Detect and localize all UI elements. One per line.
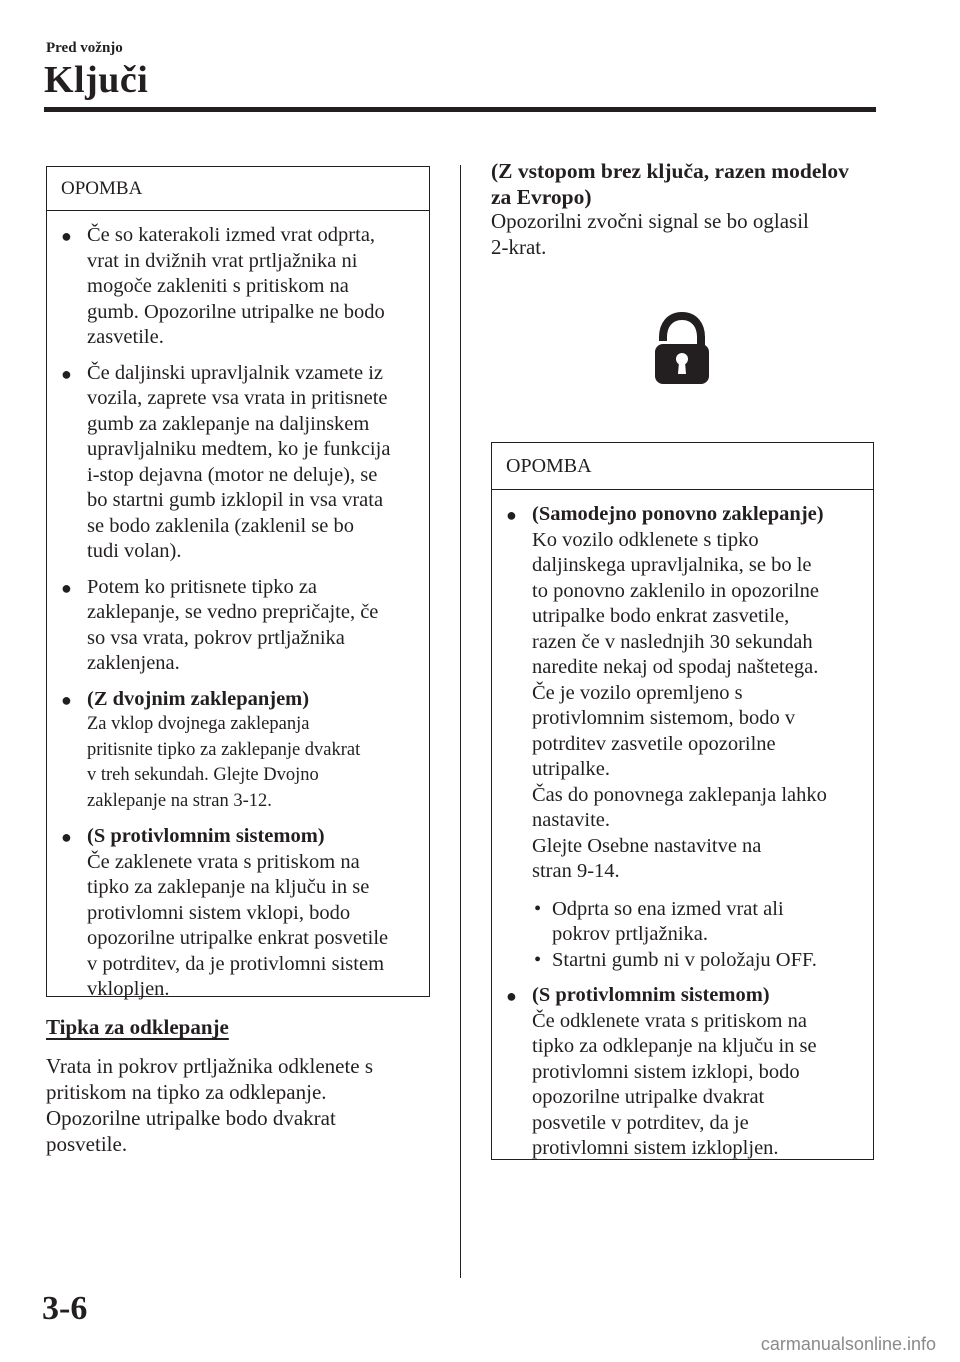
left-note-heading: OPOMBA <box>47 167 429 211</box>
note-item-text: Če so katerakoli izmed vrat odprta, vrat in dvižnih vrat prtljažnika ni mogoče zakleniti s pritiskom na gumb. Opozorilne utripalke ne bodo zasvetile. <box>87 224 385 348</box>
sub-item-text: Odprta so ena izmed vrat ali pokrov prtljažnika. <box>552 897 784 945</box>
right-note-box <box>491 442 874 1160</box>
bullet-icon: ● <box>61 226 72 246</box>
right-note-body <box>492 490 873 1178</box>
note-item <box>61 687 419 815</box>
watermark: carmanualsonline.info <box>760 1334 936 1354</box>
section-label: Pred vožnjo <box>46 40 123 56</box>
bullet-icon: ● <box>61 363 72 384</box>
note-item <box>61 223 419 351</box>
sub-item-text: Startni gumb ni v položaju OFF. <box>552 948 817 971</box>
note-item <box>506 502 863 973</box>
note-item <box>61 575 419 677</box>
sub-list-item <box>532 948 863 974</box>
note-item <box>61 824 419 1003</box>
note-item-text: Če odklenete vrata s pritiskom na tipko za odklepanje na ključu in se protivlomni sistem izklopi, bodo opozorilne utripalke dvakrat posvetile v potrditev, da je protivlomni sistem izklopljen. <box>532 1009 817 1159</box>
unlock-paragraph: Vrata in pokrov prtljažnika odklenete s pritiskom na tipko za odklepanje. Opozorilne utripalke bodo dvakrat posvetile. <box>46 1054 374 1156</box>
title-rule <box>44 107 876 112</box>
page-title: Ključi <box>44 59 149 101</box>
note-item-text: Če daljinski upravljalnik vzamete iz vozila, zaprete vsa vrata in pritisnete gumb za zaklepanje na daljinskem upravljalniku medtem, ko je funkcija i-stop dejavna (motor ne deluje), se bo startni gumb izklopil in vsa vrata se bodo zaklenila (zaklenil se bo tudi volan). <box>87 361 391 562</box>
note-item-heading: (Z dvojnim zaklepanjem) <box>87 687 310 710</box>
note-item-heading: (S protivlomnim sistemom) <box>87 825 325 847</box>
note-item <box>61 361 419 565</box>
page-number: 3-6 <box>42 1290 88 1327</box>
left-note-body <box>47 211 429 1019</box>
left-note-box <box>46 166 430 1000</box>
note-item-text: Potem ko pritisnete tipko za zaklepanje, se vedno prepričajte, če so vsa vrata, pokrov prtljažnika zaklenjena. <box>87 575 379 674</box>
small-bullet-icon: • <box>534 897 542 920</box>
note-item-text: Ko vozilo odklenete s tipko daljinskega upravljalnika, se bo le to ponovno zaklenilo in opozorilne utripalke bodo enkrat zasvetile, razen če v naslednjih 30 sekundah naredite nekaj od spodaj naštetega. Če je vozilo opremljeno s protivlomnim sistemom, bodo v potrditev zasvetile opozorilne utripalke. Čas do ponovnega zaklepanja lahko nastavite. Glejte Osebne nastavitve na stran 9-14. <box>532 528 827 882</box>
bullet-icon: ● <box>61 689 72 710</box>
note-item-text: Če zaklenete vrata s pritiskom na tipko za zaklepanje na ključu in se protivlomni sistem vklopi, bodo opozorilne utripalke enkrat posvetile v potrditev, da je protivlomni sistem vklopljen. <box>87 850 389 1000</box>
bullet-icon: ● <box>61 577 72 598</box>
sub-list <box>532 897 863 974</box>
note-item-text: Za vklop dvojnega zaklepanja pritisnite tipko za zaklepanje dvakrat v treh sekundah. Glejte Dvojno zaklepanje na stran 3-12. <box>87 714 361 811</box>
unlocked-padlock-icon <box>651 310 713 386</box>
right-note-heading: OPOMBA <box>492 443 873 490</box>
keyless-heading: (Z vstopom brez ključa, razen modelov za Evropo) <box>491 159 849 209</box>
bullet-icon: ● <box>506 505 517 525</box>
note-item <box>506 983 863 1162</box>
small-bullet-icon: • <box>534 948 542 971</box>
unlock-heading: Tipka za odklepanje <box>46 1015 229 1039</box>
note-item-heading: (Samodejno ponovno zaklepanje) <box>532 503 824 525</box>
keyless-paragraph: Opozorilni zvočni signal se bo oglasil 2-krat. <box>491 209 809 259</box>
column-divider <box>460 165 461 1278</box>
bullet-icon: ● <box>61 827 72 847</box>
bullet-icon: ● <box>506 986 517 1006</box>
sub-list-item <box>532 897 863 948</box>
note-item-heading: (S protivlomnim sistemom) <box>532 984 770 1006</box>
